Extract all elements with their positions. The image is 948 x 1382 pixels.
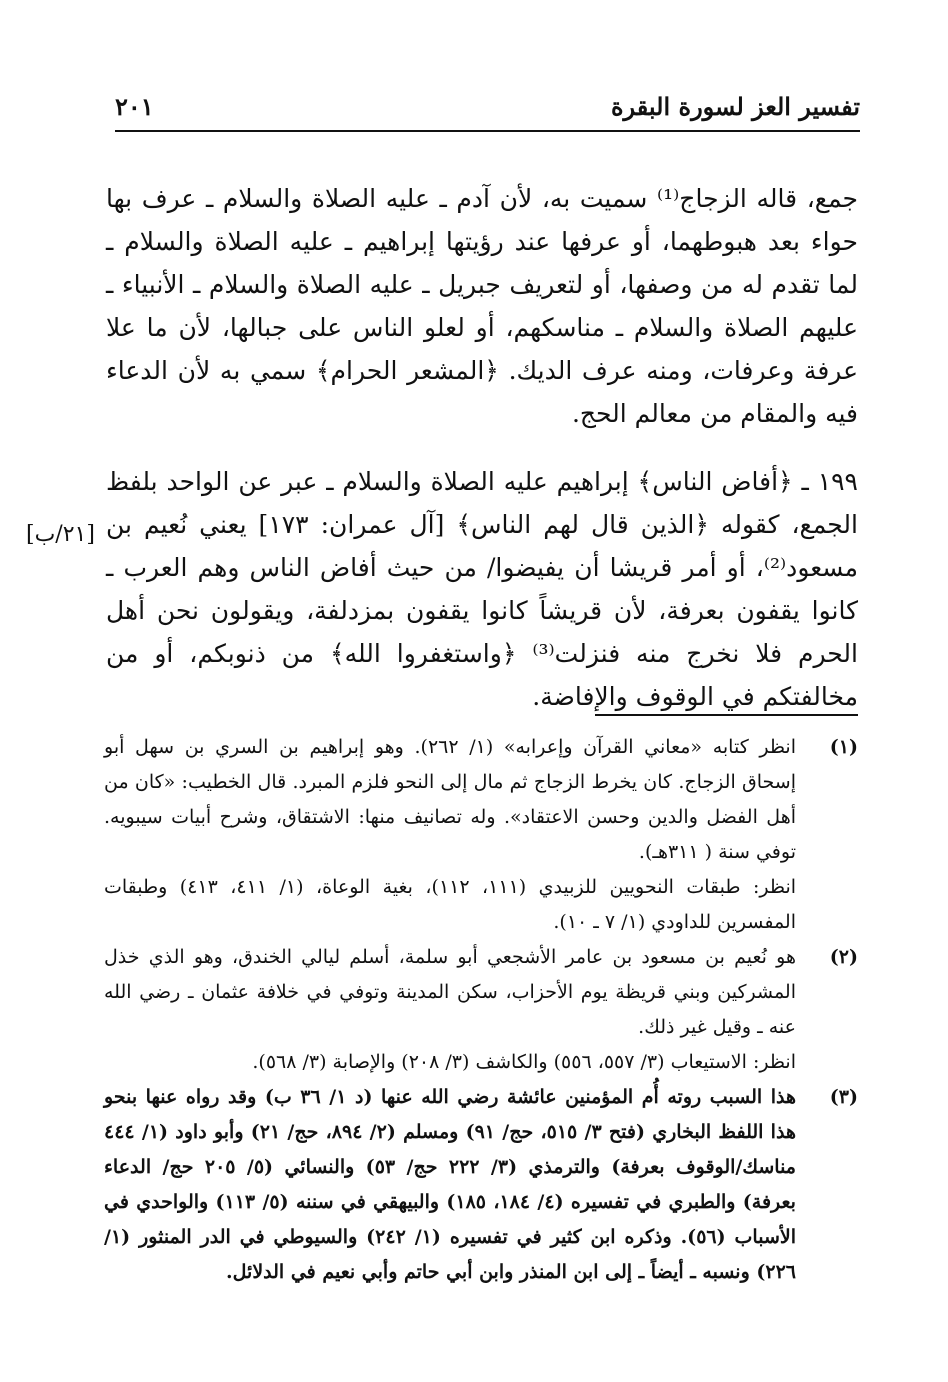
footnotes [104, 730, 858, 1290]
paragraph-2: ١٩٩ ـ ﴿أفاض الناس﴾ إبراهيم عليه الصلاة والسلام ـ عبر عن الواحد بلفظ الجمع، كقوله ﴿الذين قال لهم الناس﴾ [آل عمران: ١٧٣] يعني نُعيم بن مسعود⁽²⁾، أو أمر قريشا أن يفيضوا/ من حيث أفاض الناس وهم العرب ـ كانوا يقفون بعرفة، لأن قريشاً كانوا يقفون بمزدلفة، ويقولون نحن أهل الحرم فلا نخرج منه فنزلت⁽³⁾ ﴿واستغفروا الله﴾ من ذنوبكم، أو من مخالفتكم في الوقوف والإفاضة. [106, 467, 858, 711]
footnote-3 [104, 1080, 858, 1290]
paragraph-1: جمع، قاله الزجاج⁽¹⁾ سميت به، لأن آدم ـ عليه الصلاة والسلام ـ عرف بها حواء بعد هبوطهما، أو عرفها عند رؤيتها إبراهيم ـ عليه الصلاة والسلام ـ لما تقدم له من وصفها، أو لتعريف جبريل ـ عليه الصلاة والسلام ـ الأنبياء ـ عليهم الصلاة والسلام ـ مناسكهم، أو لعلو الناس على جبالها، لأن ما علا عرفة وعرفات، ومنه عرف الديك. ﴿المشعر الحرام﴾ سمي به لأن الدعاء فيه والمقام من معالم الحج. [106, 184, 859, 428]
footnote-2-sources: انظر: الاستيعاب (٣/ ٥٥٧، ٥٥٦) والكاشف (٣/ ٢٠٨) والإصابة (٣/ ٥٦٨). [252, 1051, 796, 1073]
header-divider [115, 130, 860, 132]
footnote-text: هو نُعيم بن مسعود بن عامر الأشجعي أبو سلمة، أسلم ليالي الخندق، وهو الذي خذل المشركين وبني قريظة يوم الأحزاب، سكن المدينة وتوفي في خلافة عثمان ـ رضي الله عنه ـ وقيل غير ذلك. [104, 946, 796, 1038]
page-number: ٢٠١ [115, 92, 154, 121]
footnote-number: (٢) [829, 946, 858, 968]
footnote-2 [104, 940, 858, 1045]
manuscript-folio-note: [٢١/ب] [26, 522, 95, 547]
running-title: تفسير العز لسورة البقرة [610, 92, 860, 121]
footnote-text: هذا السبب روته أُم المؤمنين عائشة رضي الله عنها (د ١/ ٣٦ ب) وقد رواه عنها بنحو هذا اللفظ البخاري (فتح ٣/ ٥١٥، حج/ ٩١) ومسلم (٢/ ٨٩٤، حج/ ٢١) وأبو داود (١/ ٤٤٤ مناسك/الوقوف بعرفة) والترمذي (٣/ ٢٢٢ حج/ ٥٣) والنسائي (٥/ ٢٠٥ حج/ الدعاء بعرفة) والطبري في تفسيره (٤/ ١٨٤، ١٨٥) والبيهقي في سننه (٥/ ١١٣) والواحدي في الأسباب (٥٦). وذكره ابن كثير في تفسيره (١/ ٢٤٢) والسيوطي في الدر المنثور (١/ ٢٢٦) ونسبه ـ أيضاً ـ إلى ابن المنذر وابن أبي حاتم وأبي نعيم في الدلائل. [104, 1086, 796, 1283]
footnote-divider [595, 714, 858, 716]
footnote-text: انظر كتابه «معاني القرآن وإعرابه» (١/ ٢٦٢). وهو إبراهيم بن السري بن سهل أبو إسحاق الزجاج. كان يخرط الزجاج ثم مال إلى النحو فلزم المبرد. قال الخطيب: «كان من أهل الفضل والدين وحسن الاعتقاد». وله تصانيف منها: الاشتقاق، وشرح أبيات سيبويه. توفي سنة ( ٣١١هـ). [104, 736, 797, 863]
footnote-number: (١) [829, 736, 858, 758]
page-header [115, 88, 860, 132]
footnote-1 [104, 730, 858, 870]
footnote-number: (٣) [829, 1086, 858, 1108]
footnote-1-sources: انظر: طبقات النحويين للزبيدي (١١١، ١١٢)، بغية الوعاة، (١/ ٤١١، ٤١٣) وطبقات المفسرين للداودي (١/ ٧ ـ ١٠). [104, 876, 797, 933]
